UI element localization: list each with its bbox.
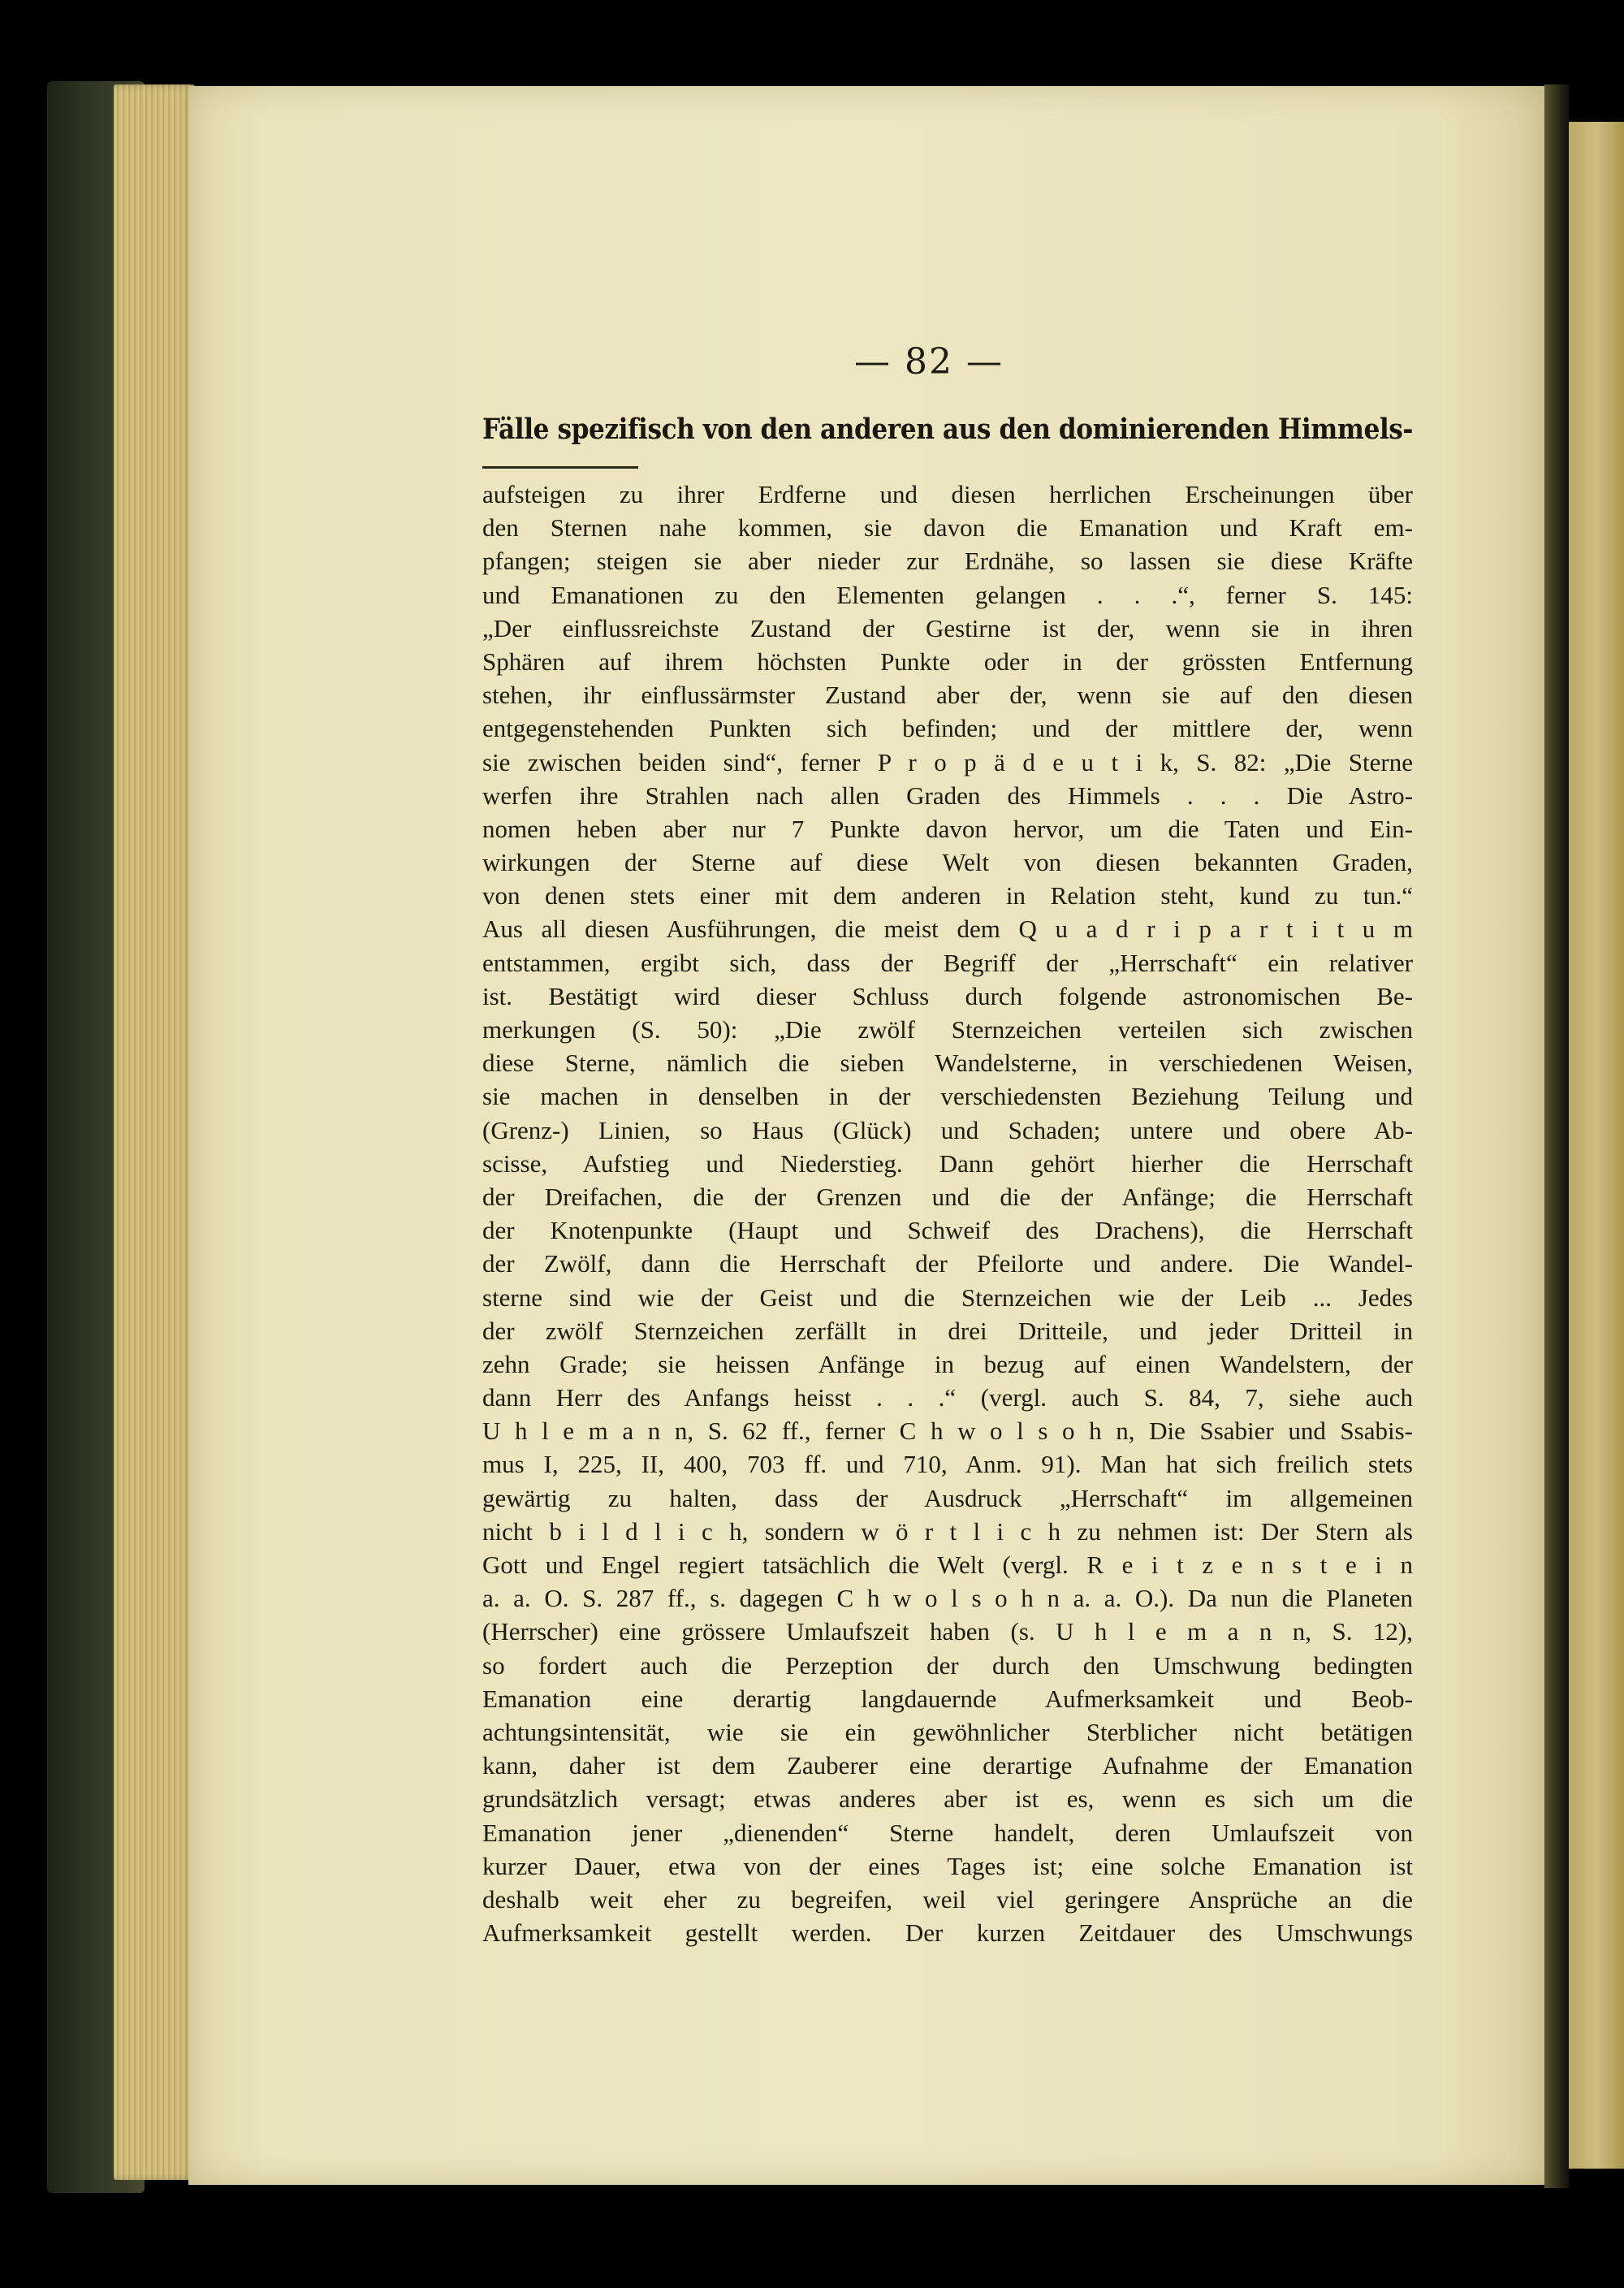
text-line: U h l e m a n n, S. 62 ff., ferner C h w o l s o h n, Die Ssabier und Ssabis- <box>482 1416 1413 1446</box>
page-heading-line: Fälle spezifisch von den anderen aus den dominierenden Himmels- <box>482 413 1413 446</box>
text-line: deshalb weit eher zu begreifen, weil viel geringere Ansprüche an die <box>482 1884 1413 1914</box>
text-line: stehen, ihr einflussärmster Zustand aber der, wenn sie auf den diesen <box>482 681 1413 710</box>
page-number: — 82 — <box>854 341 1004 383</box>
text-line: sterne sind wie der Geist und die Sternzeichen wie der Leib ... Jedes <box>482 1282 1413 1312</box>
text-line: Emanation eine derartig langdauernde Aufmerksamkeit und Beob- <box>482 1684 1413 1713</box>
page-edges <box>114 84 195 2180</box>
text-line: merkungen (S. 50): „Die zwölf Sternzeichen verteilen sich zwischen <box>482 1015 1413 1044</box>
text-line: pfangen; steigen sie aber nieder zur Erdnähe, so lassen sie diese Kräfte <box>482 547 1413 576</box>
text-line: wirkungen der Sterne auf diese Welt von diesen bekannten Graden, <box>482 848 1413 877</box>
text-line: sie machen in denselben in der verschiedensten Beziehung Teilung und <box>482 1082 1413 1111</box>
text-line: werfen ihre Strahlen nach allen Graden des Himmels . . . Die Astro- <box>482 781 1413 810</box>
text-line: aufsteigen zu ihrer Erdferne und diesen herrlichen Erscheinungen über <box>482 480 1413 508</box>
text-line: gewärtig zu halten, dass der Ausdruck „Herrschaft“ im allgemeinen <box>482 1483 1413 1512</box>
text-line: und Emanationen zu den Elementen gelangen . . .“, ferner S. 145: <box>482 580 1413 609</box>
text-line: entstammen, ergibt sich, dass der Begriff der „Herrschaft“ ein relativer <box>482 948 1413 977</box>
text-line: grundsätzlich versagt; etwas anderes aber ist es, wenn es sich um die <box>482 1784 1413 1814</box>
text-line: entgegenstehenden Punkten sich befinden; und der mittlere der, wenn <box>482 714 1413 743</box>
text-line: mus I, 225, II, 400, 703 ff. und 710, Anm. 91). Man hat sich freilich stets <box>482 1450 1413 1479</box>
text-line: ist. Bestätigt wird dieser Schluss durch folgende astronomischen Be- <box>482 981 1413 1010</box>
text-line: (Grenz-) Linien, so Haus (Glück) und Schaden; untere und obere Ab- <box>482 1115 1413 1144</box>
text-line: achtungsintensität, wie sie ein gewöhnlicher Sterblicher nicht betätigen <box>482 1717 1413 1746</box>
next-page-edge <box>1569 122 1624 2169</box>
body-text <box>482 478 1413 1949</box>
text-line: nicht b i l d l i c h, sondern w ö r t l i c h zu nehmen ist: Der Stern als <box>482 1516 1413 1546</box>
text-line: so fordert auch die Perzeption der durch den Umschwung bedingten <box>482 1650 1413 1680</box>
text-line: der zwölf Sternzeichen zerfällt in drei Dritteile, und jeder Dritteil in <box>482 1316 1413 1345</box>
text-line: kurzer Dauer, etwa von der eines Tages ist; eine solche Emanation ist <box>482 1851 1413 1880</box>
text-line: scisse, Aufstieg und Niederstieg. Dann gehört hierher die Herrschaft <box>482 1148 1413 1178</box>
text-line: nomen heben aber nur 7 Punkte davon hervor, um die Taten und Ein- <box>482 814 1413 843</box>
text-line: der Knotenpunkte (Haupt und Schweif des Drachens), die Herrschaft <box>482 1216 1413 1245</box>
text-line: Sphären auf ihrem höchsten Punkte oder in der grössten Entfernung <box>482 647 1413 676</box>
text-line: Aus all diesen Ausführungen, die meist dem Q u a d r i p a r t i t u m <box>482 915 1413 944</box>
text-line: dann Herr des Anfangs heisst . . .“ (vergl. auch S. 84, 7, siehe auch <box>482 1383 1413 1412</box>
text-line: der Zwölf, dann die Herrschaft der Pfeilorte und andere. Die Wandel- <box>482 1249 1413 1278</box>
text-line: a. a. O. S. 287 ff., s. dagegen C h w o l s o h n a. a. O.). Da nun die Planeten <box>482 1584 1413 1613</box>
text-line: (Herrscher) eine grössere Umlaufszeit haben (s. U h l e m a n n, S. 12), <box>482 1617 1413 1646</box>
text-line: Gott und Engel regiert tatsächlich die Welt (vergl. R e i t z e n s t e i n <box>482 1551 1413 1579</box>
text-line: Emanation jener „dienenden“ Sterne handelt, deren Umlaufszeit von <box>482 1818 1413 1847</box>
text-line: sie zwischen beiden sind“, ferner P r o p ä d e u t i k, S. 82: „Die Sterne <box>482 747 1413 776</box>
text-line: Aufmerksamkeit gestellt werden. Der kurzen Zeitdauer des Umschwungs <box>482 1918 1413 1948</box>
text-line: diese Sterne, nämlich die sieben Wandelsterne, in verschiedenen Weisen, <box>482 1049 1413 1078</box>
text-line: „Der einflussreichste Zustand der Gestirne ist der, wenn sie in ihren <box>482 613 1413 642</box>
text-line: zehn Grade; sie heissen Anfänge in bezug auf einen Wandelstern, der <box>482 1349 1413 1378</box>
text-line: der Dreifachen, die der Grenzen und die der Anfänge; die Herrschaft <box>482 1182 1413 1211</box>
heading-rule <box>482 466 638 469</box>
book-gutter <box>1544 84 1569 2188</box>
text-line: den Sternen nahe kommen, sie davon die Emanation und Kraft em- <box>482 513 1413 543</box>
text-line: von denen stets einer mit dem anderen in Relation steht, kund zu tun.“ <box>482 881 1413 910</box>
text-line: kann, daher ist dem Zauberer eine derartige Aufnahme der Emanation <box>482 1751 1413 1780</box>
